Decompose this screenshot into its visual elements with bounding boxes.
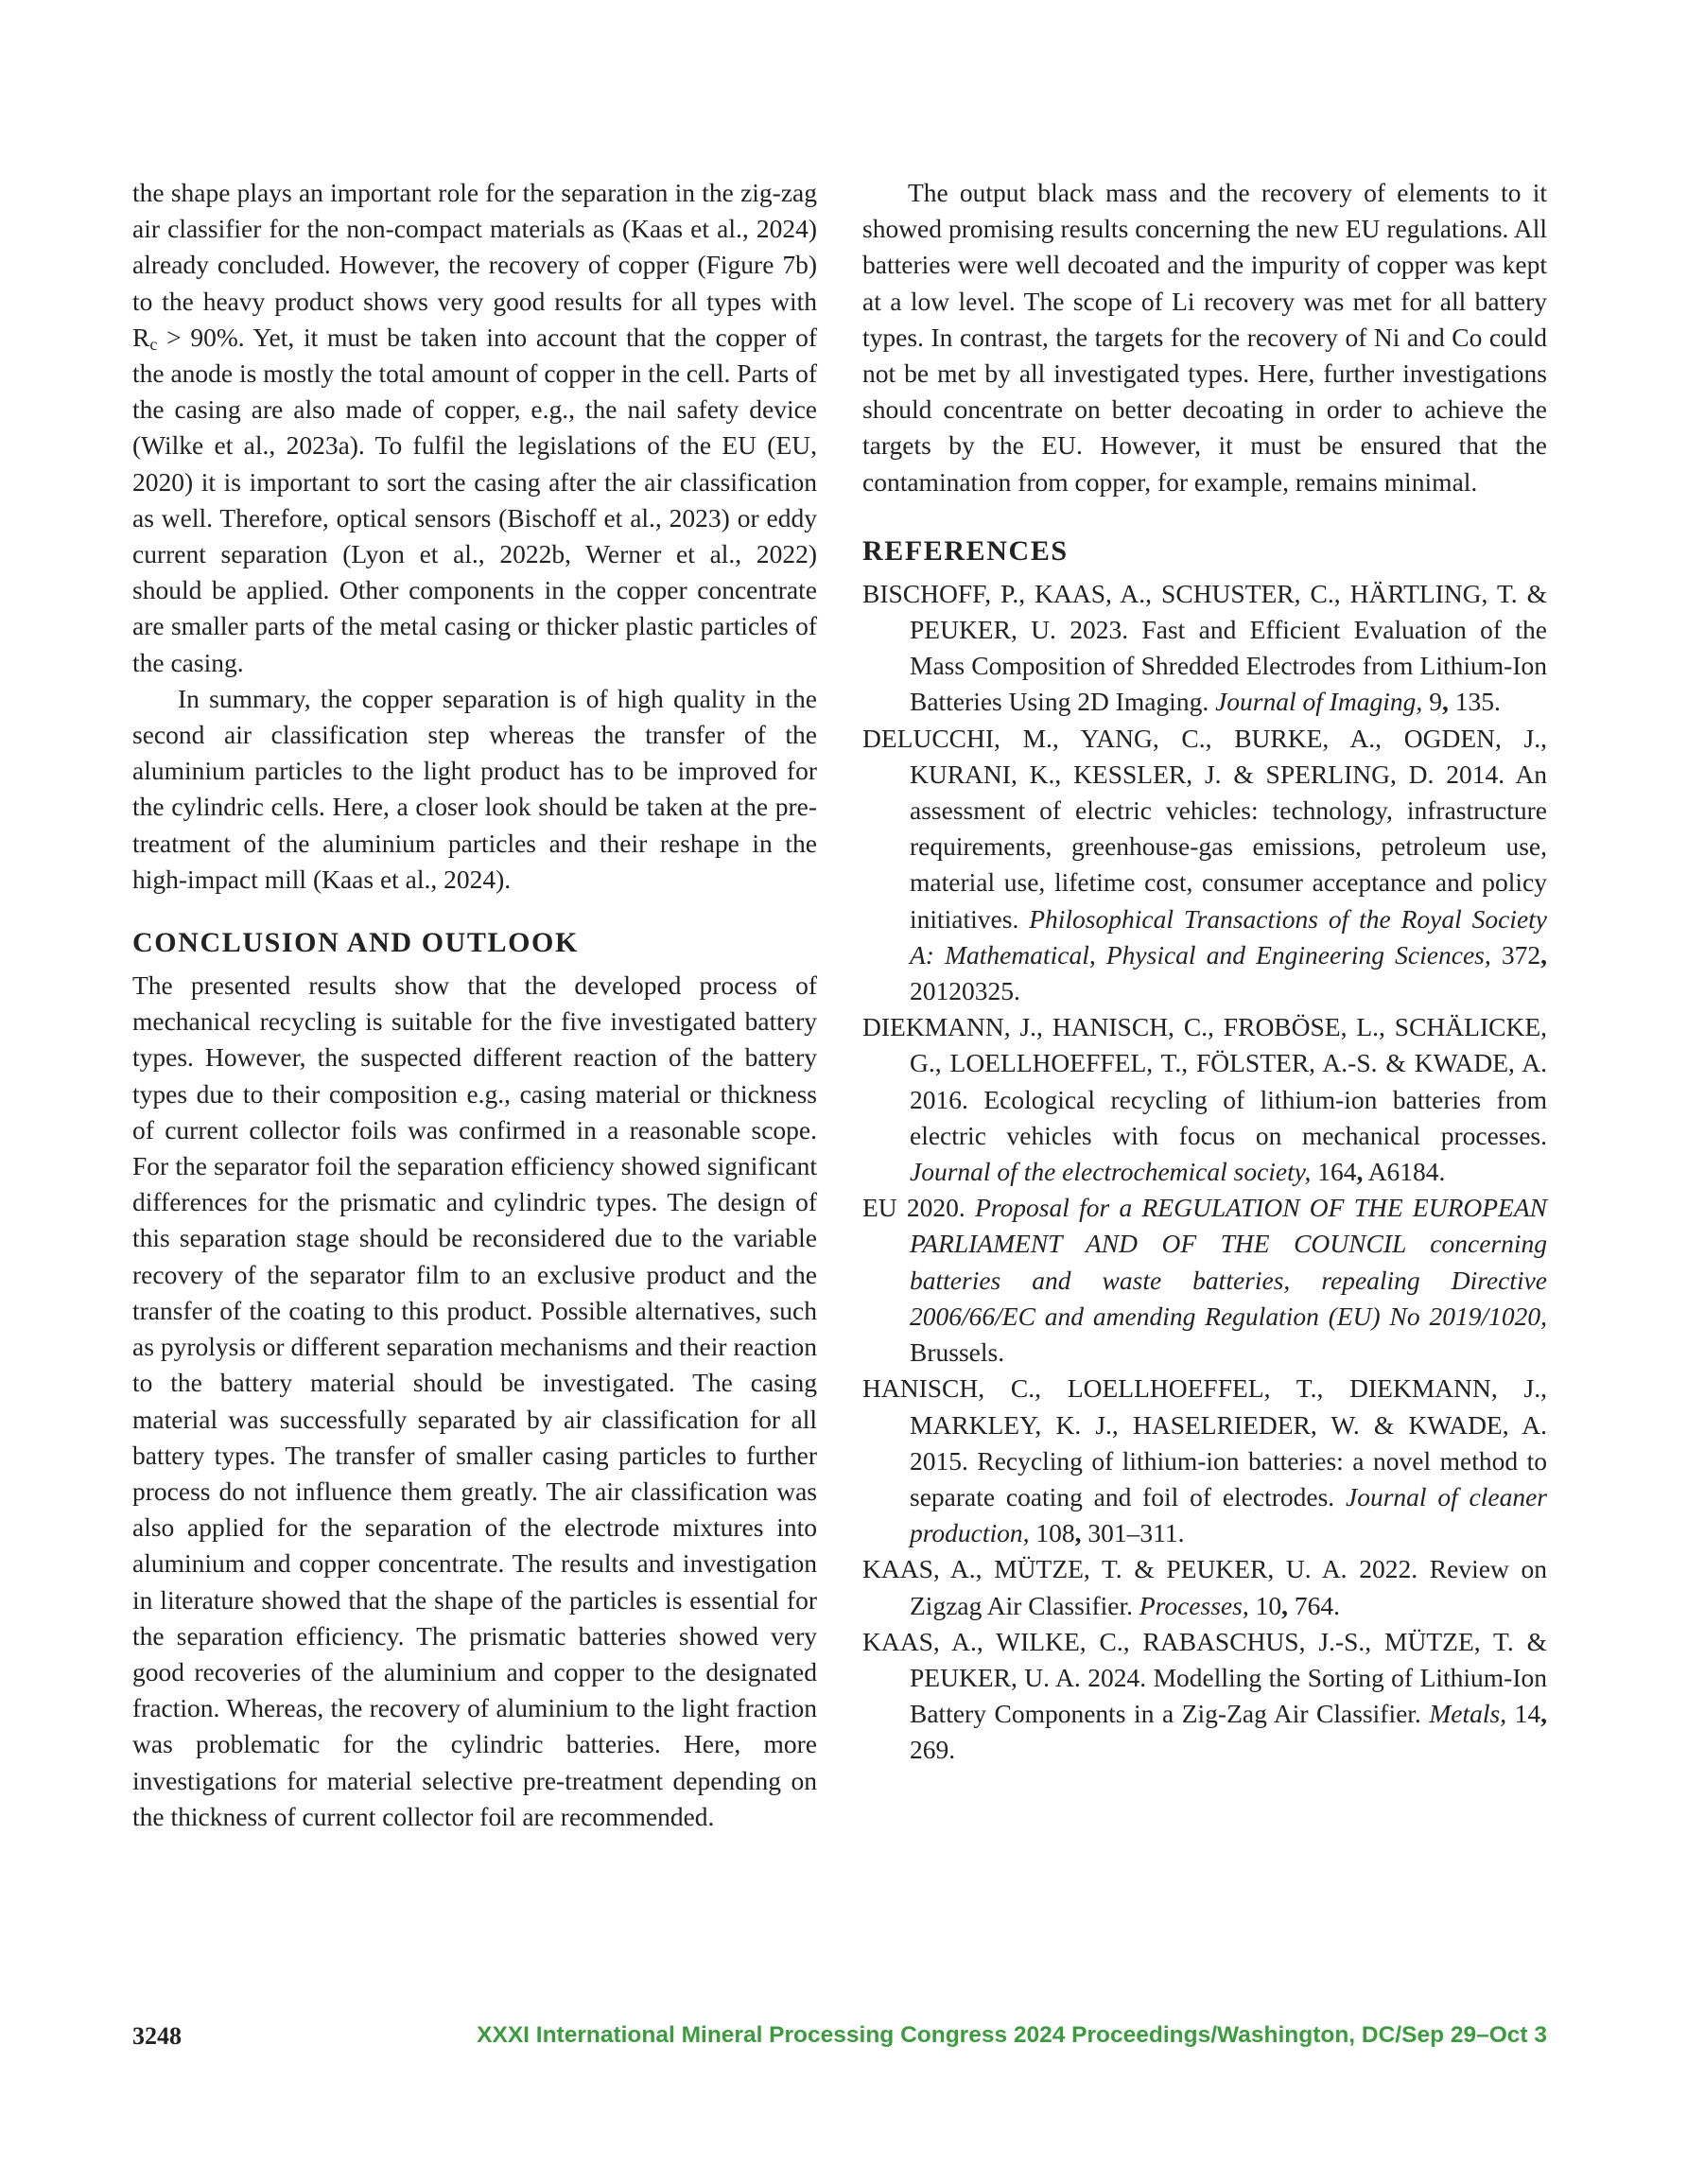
body-paragraph: In summary, the copper separation is of high quality in the second air classification step whereas the transfer of the aluminium particles to the light product has to be improved for the cylindric cells. Here, a closer look should be taken at the pre-treatment of the aluminium particles and their reshape in the high-impact mill (Kaas et al., 2024). bbox=[132, 683, 817, 894]
reference-item: DELUCCHI, M., YANG, C., BURKE, A., OGDEN, J., KURANI, K., KESSLER, J. & SPERLING, D. 2014. An assessment of electric vehicles: technology, infrastructure requirements, greenhouse-gas emissions, petroleum use, material use, lifetime cost, consumer acceptance and policy initiatives. Philosophical Transactions of the Royal Society A: Mathematical, Physical and Engineering Sciences, 372, 20120325. bbox=[862, 723, 1548, 1006]
right-column bbox=[862, 175, 1547, 1769]
reference-item: DIEKMANN, J., HANISCH, C., FROBÖSE, L., SCHÄLICKE, G., LOELLHOEFFEL, T., FÖLSTER, A.-S. & KWADE, A. 2016. Ecological recycling of lithium-ion batteries from electric vehicles with focus on mechanical processes. Journal of the electrochemical society, 164, A6184. bbox=[862, 1012, 1547, 1187]
reference-item: HANISCH, C., LOELLHOEFFEL, T., DIEKMANN, J., MARKLEY, K. J., HASELRIEDER, W. & KWADE, A. 2015. Recycling of lithium-ion batteries: a novel method to separate coating and foil of electrodes. Journal of cleaner production, 108, 301–311. bbox=[862, 1373, 1547, 1548]
section-heading-conclusion: CONCLUSION AND OUTLOOK bbox=[132, 927, 579, 959]
page-number: 3248 bbox=[132, 2022, 182, 2050]
reference-list bbox=[862, 576, 1547, 1769]
reference-item: EU 2020. Proposal for a REGULATION OF THE EUROPEAN PARLIAMENT AND OF THE COUNCIL concerning batteries and waste batteries, repealing Directive 2006/66/EC and amending Regulation (EU) No 2019/1020, Brussels. bbox=[862, 1193, 1547, 1368]
left-column bbox=[132, 175, 817, 1835]
section-heading-references: REFERENCES bbox=[862, 534, 1069, 567]
body-paragraph: The presented results show that the developed process of mechanical recycling is suitable for the five investigated battery types. However, the suspected different reaction of the battery types due to their composition e.g., casing material or thickness of current collector foils was confirmed in a reasonable scope. For the separator foil the separation efficiency showed significant differences for the prismatic and cylindric types. The design of this separation stage should be reconsidered due to the variable recovery of the separator film to an exclusive product and the transfer of the coating to this product. Possible alternatives, such as pyrolysis or different separation mechanisms and their reaction to the battery material should be investigated. The casing material was successfully separated by air classification for all battery types. The transfer of smaller casing particles to further process do not influence them greatly. The air classification was also applied for the separation of the electrode mixtures into aluminium and copper concentrate. The results and investigation in literature showed that the shape of the particles is essential for the separation efficiency. The prismatic batteries showed very good recoveries of the aluminium and copper to the designated fraction. Whereas, the recovery of aluminium to the light fraction was problematic for the cylindric batteries. Here, more investigations for material selective pre-treatment depending on the thickness of current collector foil are recommended. bbox=[132, 970, 817, 1831]
running-head: XXXI International Mineral Processing Congress 2024 Proceedings/Washington, DC/Sep 29–Oct 3 bbox=[477, 2022, 1547, 2048]
body-paragraph: the shape plays an important role for the separation in the zig-zag air classifier for the non-compact materials as (Kaas et al., 2024) already concluded. However, the recovery of copper (Figure 7b) to the heavy product shows very good results for all types with $R_c > 90\%$. Yet, it must be taken into account that the copper of the anode is mostly the total amount of copper in the cell. Parts of the casing are also made of copper, e.g., the nail safety device (Wilke et al., 2023a). To fulfil the legislations of the EU (EU, 2020) it is important to sort the casing after the air classification as well. Therefore, optical sensors (Bischoff et al., 2023) or eddy current separation (Lyon et al., 2022b, Werner et al., 2022) should be applied. Other components in the copper concentrate are smaller parts of the metal casing or thicker plastic particles of the casing. bbox=[132, 178, 817, 677]
reference-item: KAAS, A., MÜTZE, T. & PEUKER, U. A. 2022. Review on Zigzag Air Classifier. Processes, 10, 764. bbox=[862, 1554, 1547, 1620]
body-paragraph: The output black mass and the recovery of elements to it showed promising results concerning the new EU regulations. All batteries were well decoated and the impurity of copper was kept at a low level. The scope of Li recovery was met for all battery types. In contrast, the targets for the recovery of Ni and Co could not be met by all investigated types. Here, further investigations should concentrate on better decoating in order to achieve the targets by the EU. However, it must be ensured that the contamination from copper, for example, remains minimal. bbox=[862, 178, 1547, 497]
page-footer bbox=[132, 2022, 1547, 2054]
reference-item: BISCHOFF, P., KAAS, A., SCHUSTER, C., HÄRTLING, T. & PEUKER, U. 2023. Fast and Efficient Evaluation of the Mass Composition of Shredded Electrodes from Lithium-Ion Batteries Using 2D Imaging. Journal of Imaging, 9, 135. bbox=[862, 578, 1547, 717]
reference-item: KAAS, A., WILKE, C., RABASCHUS, J.-S., MÜTZE, T. & PEUKER, U. A. 2024. Modelling the Sorting of Lithium-Ion Battery Components in a Zig-Zag Air Classifier. Metals, 14, 269. bbox=[862, 1626, 1548, 1765]
